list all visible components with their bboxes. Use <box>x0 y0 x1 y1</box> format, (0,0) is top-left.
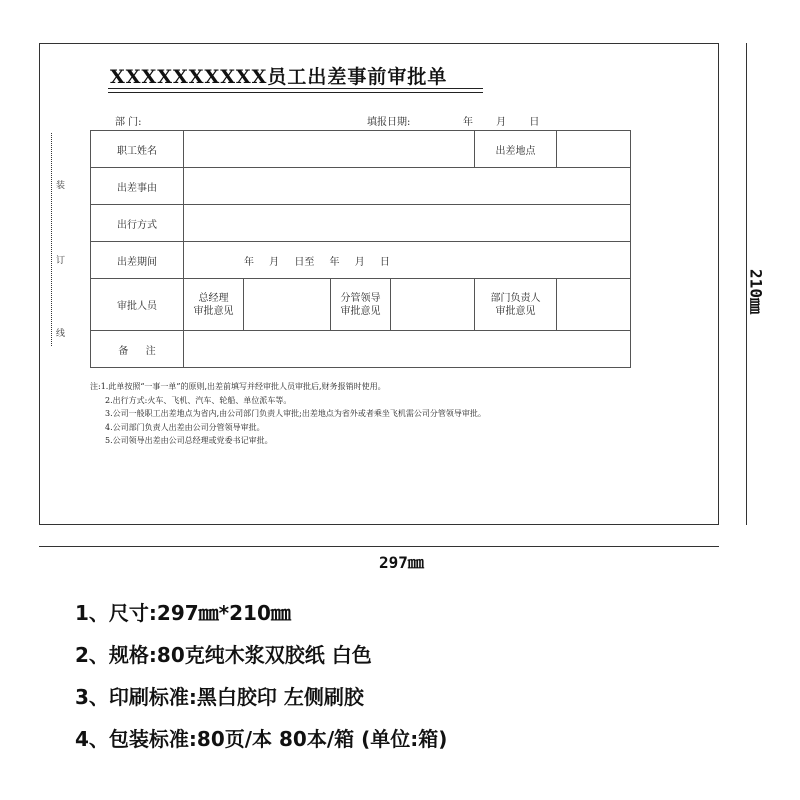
note-item: 注:1.此单按照“一事一单”的原则,出差前填写并经审批人员审批后,财务报销时使用。 <box>90 382 386 391</box>
note-item: 3.公司一般职工出差地点为省内,由公司部门负责人审批;出差地点为省外或者乘坐飞机需公司分管领导审批。 <box>105 409 486 418</box>
title-underline <box>108 88 483 93</box>
table-row <box>91 168 631 205</box>
form-notes <box>90 380 486 448</box>
transport-field[interactable] <box>184 205 631 242</box>
table-row <box>91 242 631 279</box>
table-row <box>91 279 631 331</box>
trip-period-field[interactable]: 年 月 日至 年 月 日 <box>184 242 631 279</box>
form-title: XXXXXXXXXX员工出差事前审批单 <box>110 66 448 88</box>
width-dimension-label: 297㎜ <box>379 553 424 572</box>
note-item: 2.出行方式:火车、飞机、汽车、轮船、单位派车等。 <box>105 395 292 405</box>
trip-period-label: 出差期间 <box>91 242 184 279</box>
dept-head-opinion-field[interactable] <box>557 279 631 331</box>
spec-printing: 3、印刷标准:黑白胶印 左侧刷胶 <box>75 685 364 709</box>
approval-form-table <box>90 130 631 368</box>
table-row <box>91 205 631 242</box>
note-item: 5.公司领导出差由公司总经理或党委书记审批。 <box>105 436 273 445</box>
fill-date-ymd: 年 月 日 <box>463 117 540 128</box>
employee-name-label: 职工姓名 <box>91 131 184 168</box>
table-row <box>91 131 631 168</box>
binding-char-ding: 订 <box>56 256 66 266</box>
employee-name-field[interactable] <box>184 131 475 168</box>
approver-label: 审批人员 <box>91 279 184 331</box>
trip-reason-label: 出差事由 <box>91 168 184 205</box>
remark-label: 备 注 <box>91 331 184 368</box>
gm-opinion-label <box>184 279 244 331</box>
gm-opinion-field[interactable] <box>244 279 331 331</box>
dept-head-opinion-label <box>475 279 557 331</box>
dept-head-title: 部门负责人 <box>490 292 541 304</box>
dept-head-opinion-text: 审批意见 <box>495 305 536 317</box>
trip-reason-field[interactable] <box>184 168 631 205</box>
table-row <box>91 331 631 368</box>
binding-char-zhuang: 装 <box>56 181 66 191</box>
remark-field[interactable] <box>184 331 631 368</box>
department-label: 部 门: <box>115 117 142 128</box>
binding-dotted-line <box>51 133 52 346</box>
height-dimension-label: 210㎜ <box>746 269 766 314</box>
leader-opinion-label <box>331 279 391 331</box>
spec-paper: 2、规格:80克纯木浆双胶纸 白色 <box>75 643 372 667</box>
spec-packaging: 4、包装标准:80页/本 80本/箱 (单位:箱) <box>75 727 448 751</box>
binding-char-xian: 线 <box>56 329 66 339</box>
gm-title: 总经理 <box>198 292 229 304</box>
fill-date-label: 填报日期: <box>367 117 411 128</box>
leader-opinion-field[interactable] <box>391 279 475 331</box>
note-item: 4.公司部门负责人出差由公司分管领导审批。 <box>105 422 265 432</box>
transport-label: 出行方式 <box>91 205 184 242</box>
destination-field[interactable] <box>557 131 631 168</box>
binding-line <box>49 133 69 346</box>
width-dimension-line <box>39 546 719 547</box>
product-specs <box>75 600 447 768</box>
leader-opinion-text: 审批意见 <box>340 305 381 317</box>
gm-opinion-text: 审批意见 <box>193 305 234 317</box>
destination-label: 出差地点 <box>475 131 557 168</box>
spec-size: 1、尺寸:297㎜*210㎜ <box>75 601 291 625</box>
leader-title: 分管领导 <box>340 292 381 304</box>
